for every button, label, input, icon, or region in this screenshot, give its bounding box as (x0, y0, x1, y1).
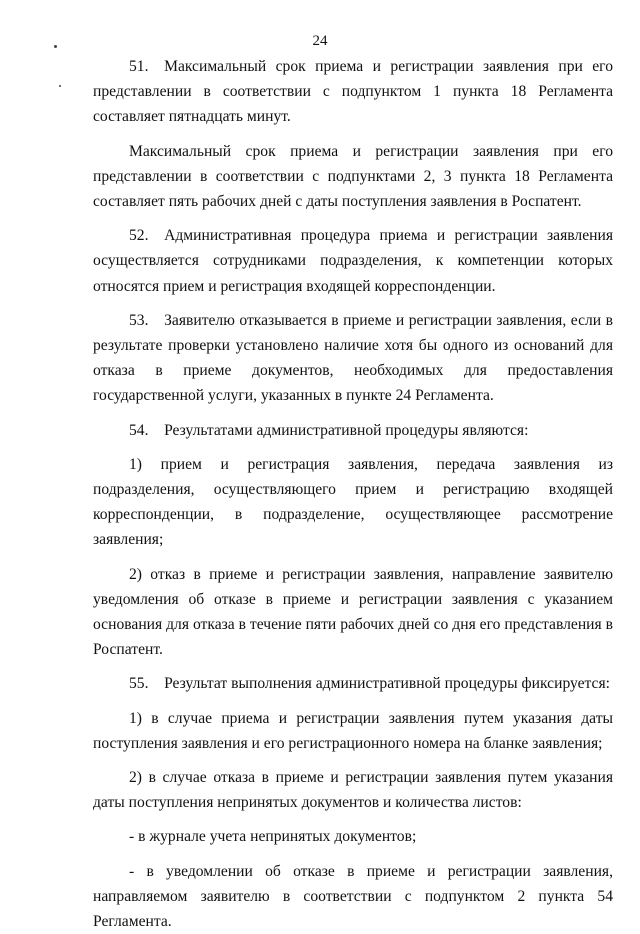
paragraph-54: 54. Результатами административной процедуры являются: (129, 421, 529, 439)
paragraph-55-bullet-2: - в уведомлении об отказе в приеме и регистрации заявления, направляемом заявителю в соответствии с подпунктом 2 пункта 54 Регламента. (93, 862, 613, 931)
paragraph-54-item-2: 2) отказ в приеме и регистрации заявления, направление заявителю уведомления об отказе в приеме и регистрации заявления с указанием основания для отказа в течение пяти рабочих дней со дня его представления в Роспатент. (93, 565, 613, 659)
page-number: 24 (312, 33, 328, 49)
document-body (93, 54, 613, 934)
paragraph-55-item-1: 1) в случае приема и регистрации заявления путем указания даты поступления заявления и его регистрационного номера на бланке заявления; (93, 709, 613, 752)
paragraph-54-item-1: 1) прием и регистрация заявления, передача заявления из подразделения, осуществляющего прием и регистрацию входящей корреспонденции, в подразделение, осуществляющее рассмотрение заявления; (93, 455, 613, 549)
paragraph-55-bullet-1: - в журнале учета непринятых документов; (129, 828, 417, 846)
paragraph-55-item-2: 2) в случае отказа в приеме и регистрации заявления путем указания даты поступления непринятых документов и количества листов: (93, 769, 613, 812)
scan-speck (59, 85, 61, 87)
paragraph-51: 51. Максимальный срок приема и регистрации заявления при его представлении в соответствии с подпунктом 1 пункта 18 Регламента составляет пятнадцать минут. (93, 58, 613, 126)
paragraph-53: 53. Заявителю отказывается в приеме и регистрации заявления, если в результате проверки установлено наличие хотя бы одного из оснований для отказа в приеме документов, необходимых для предоставления государственной услуги, указанных в пункте 24 Регламента. (93, 311, 613, 405)
paragraph-52: 52. Административная процедура приема и регистрации заявления осуществляется сотрудниками подразделения, к компетенции которых относятся прием и регистрация входящей корреспонденции. (93, 227, 613, 295)
paragraph-55: 55. Результат выполнения административной процедуры фиксируется: (129, 675, 610, 693)
paragraph-51-continued: Максимальный срок приема и регистрации заявления при его представлении в соответствии с подпунктами 2, 3 пункта 18 Регламента составляет пять рабочих дней с даты поступления заявления в Роспатент. (93, 142, 613, 211)
